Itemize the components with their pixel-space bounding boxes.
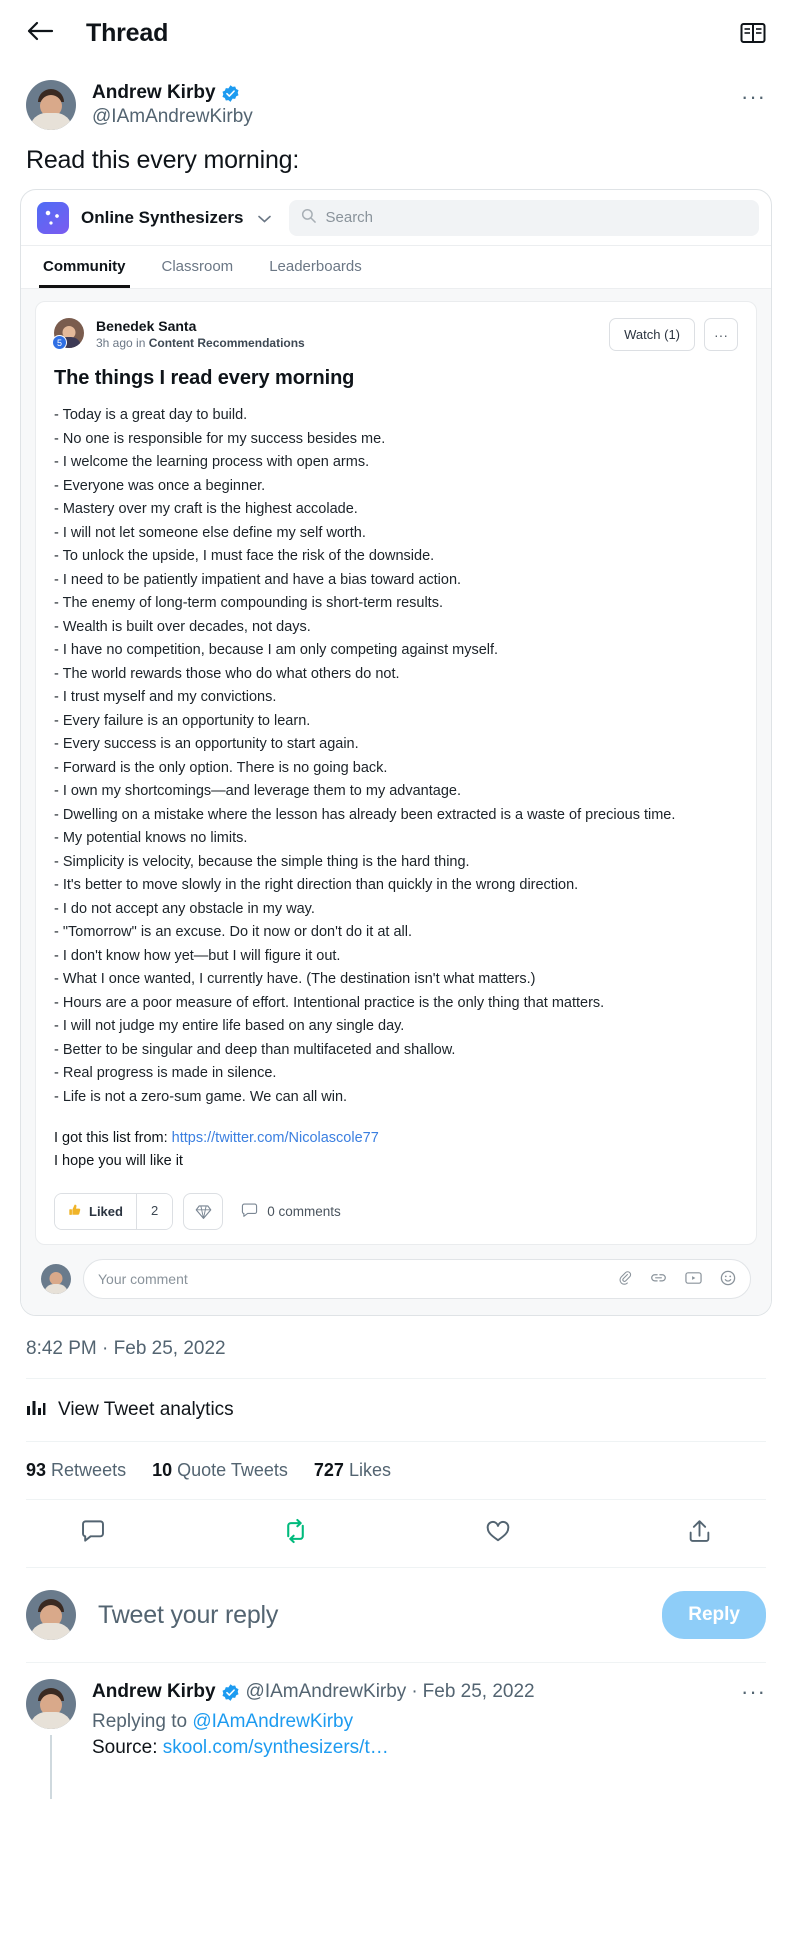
replying-to-line — [92, 1711, 766, 1733]
reply-handle[interactable]: @IAmAndrewKirby — [245, 1681, 407, 1702]
author-handle[interactable]: @IAmAndrewKirby — [92, 106, 253, 127]
source-prefix: Source: — [92, 1737, 163, 1758]
community-post — [35, 301, 757, 1245]
embedded-card[interactable] — [20, 189, 772, 1316]
list-item: - I don't know how yet—but I will figure it out. — [54, 947, 341, 964]
comment-input[interactable] — [83, 1259, 751, 1299]
search-icon — [301, 208, 316, 227]
card-body — [21, 289, 771, 1315]
tweet-timestamp: 8:42 PM · Feb 25, 2022 — [26, 1338, 226, 1359]
source-link[interactable]: skool.com/synthesizers/t… — [162, 1737, 389, 1758]
likes-label: Likes — [348, 1460, 391, 1480]
quote-tweets-count[interactable] — [152, 1460, 288, 1481]
list-item: - Simplicity is velocity, because the simple thing is the hard thing. — [54, 853, 470, 870]
list-item: - I need to be patiently impatient and have a bias toward action. — [54, 571, 462, 588]
view-analytics-button[interactable] — [0, 1379, 792, 1441]
emoji-icon[interactable] — [720, 1270, 736, 1289]
verified-badge-icon — [221, 1683, 240, 1702]
avatar[interactable] — [26, 80, 76, 130]
list-item: - I welcome the learning process with open arms. — [54, 454, 370, 470]
analytics-label: View Tweet analytics — [58, 1399, 234, 1420]
app-logo-icon — [37, 202, 69, 234]
gem-icon[interactable] — [183, 1193, 223, 1230]
likes-count[interactable] — [314, 1460, 391, 1481]
tweet-counts — [0, 1442, 792, 1499]
watch-button[interactable]: Watch (1) — [609, 318, 695, 351]
reply-date[interactable]: Feb 25, 2022 — [422, 1681, 535, 1702]
reply-separator: · — [411, 1681, 418, 1702]
post-level-badge: 5 — [52, 335, 67, 350]
reply-more-button[interactable]: ··· — [741, 1679, 766, 1704]
analytics-icon — [26, 1397, 46, 1423]
card-search-input[interactable] — [289, 200, 760, 236]
list-item: - Today is a great day to build. — [54, 407, 248, 423]
tab-leaderboards[interactable]: Leaderboards — [269, 258, 362, 275]
thumbs-up-icon — [68, 1203, 82, 1220]
replying-to-handle[interactable]: @IAmAndrewKirby — [192, 1711, 354, 1732]
link-icon[interactable] — [650, 1271, 667, 1288]
list-item: - Every failure is an opportunity to learn. — [54, 712, 311, 729]
list-item: - The world rewards those who do what others do not. — [54, 665, 400, 682]
verified-badge-icon — [221, 84, 240, 103]
list-item: - I have no competition, because I am only competing against myself. — [54, 642, 499, 658]
list-item: - Everyone was once a beginner. — [54, 477, 266, 494]
list-item: - Forward is the only option. There is no going back. — [54, 759, 388, 776]
list-item: - "Tomorrow" is an excuse. Do it now or don't do it at all. — [54, 924, 412, 940]
reader-mode-icon[interactable] — [740, 21, 766, 45]
card-app-name[interactable]: Online Synthesizers — [81, 207, 244, 227]
comments-label: 0 comments — [267, 1204, 341, 1219]
post-time: 3h ago in — [96, 336, 149, 350]
post-action-bar — [54, 1193, 738, 1230]
video-icon[interactable] — [685, 1271, 702, 1288]
reply-button[interactable]: Reply — [662, 1591, 766, 1639]
post-title: The things I read every morning — [54, 367, 355, 389]
post-closing: I hope you will like it — [54, 1153, 183, 1169]
retweet-icon[interactable] — [282, 1518, 309, 1549]
quotes-label: Quote Tweets — [177, 1460, 288, 1480]
page-title: Thread — [86, 18, 169, 47]
card-search-placeholder: Search — [325, 209, 374, 226]
share-icon[interactable] — [687, 1518, 712, 1549]
retweets-count[interactable] — [26, 1460, 126, 1481]
list-item: - I will not judge my entire life based on any single day. — [54, 1018, 405, 1034]
card-top-bar — [21, 190, 771, 246]
tab-community[interactable]: Community — [39, 246, 130, 288]
list-item: - I trust myself and my convictions. — [54, 689, 277, 705]
comment-icon — [241, 1202, 258, 1221]
tweet-action-row — [0, 1500, 792, 1567]
list-item: - Hours are a poor measure of effort. Intentional practice is the only thing that matters. — [54, 994, 605, 1011]
reply-author-row — [92, 1679, 766, 1705]
comment-composer — [41, 1259, 751, 1299]
reply-avatar[interactable] — [26, 1679, 76, 1729]
list-item: - Wealth is built over decades, not days. — [54, 618, 311, 635]
post-avatar-wrap[interactable] — [54, 318, 84, 348]
like-icon[interactable] — [485, 1518, 511, 1549]
post-credit — [54, 1127, 738, 1173]
post-actions — [609, 318, 738, 351]
like-button-label: Liked — [89, 1204, 123, 1219]
list-item: - What I once wanted, I currently have. (The destination isn't what matters.) — [54, 971, 536, 987]
list-item: - The enemy of long-term compounding is short-term results. — [54, 595, 443, 611]
reply-icon[interactable] — [80, 1518, 106, 1549]
reply-input[interactable]: Tweet your reply — [98, 1600, 279, 1629]
post-body-list — [54, 404, 738, 1109]
list-item: - My potential knows no limits. — [54, 830, 248, 846]
post-meta-line — [96, 336, 305, 350]
reply-avatar-wrap — [26, 1679, 76, 1759]
reply-body — [92, 1679, 766, 1759]
chevron-down-icon[interactable] — [258, 210, 271, 226]
post-header — [54, 318, 738, 351]
list-item: - I own my shortcomings—and leverage them to my advantage. — [54, 783, 461, 799]
credit-link[interactable]: https://twitter.com/Nicolascole77 — [171, 1130, 379, 1146]
comment-input-icons — [618, 1270, 736, 1289]
reply-composer — [0, 1568, 792, 1662]
composer-avatar — [26, 1590, 76, 1640]
comments-button[interactable] — [241, 1202, 341, 1221]
reply-display-name[interactable]: Andrew Kirby — [92, 1681, 216, 1702]
like-count: 2 — [136, 1194, 172, 1229]
tweet-more-button[interactable]: ··· — [741, 84, 766, 109]
comment-placeholder: Your comment — [98, 1271, 188, 1287]
reply-source-line — [92, 1737, 766, 1759]
post-group[interactable]: Content Recommendations — [148, 336, 305, 350]
reply-tweet[interactable] — [0, 1663, 792, 1767]
list-item: - Life is not a zero-sum game. We can all win. — [54, 1088, 348, 1105]
post-author-name[interactable]: Benedek Santa — [96, 318, 197, 334]
retweets-label: Retweets — [51, 1460, 127, 1480]
attachment-icon[interactable] — [618, 1270, 632, 1289]
list-item: - Mastery over my craft is the highest accolade. — [54, 501, 358, 517]
thread-connector — [50, 1735, 52, 1799]
retweets-value: 93 — [26, 1460, 47, 1480]
list-item: - No one is responsible for my success besides me. — [54, 430, 386, 447]
list-item: - Every success is an opportunity to start again. — [54, 736, 359, 752]
likes-value: 727 — [313, 1460, 344, 1480]
top-bar — [0, 0, 792, 66]
list-item: - Better to be singular and deep than multifaceted and shallow. — [54, 1041, 456, 1058]
post-more-button[interactable]: ··· — [704, 318, 738, 351]
comment-avatar — [41, 1264, 71, 1294]
list-item: - Real progress is made in silence. — [54, 1065, 277, 1081]
author-display-name[interactable]: Andrew Kirby — [92, 82, 216, 103]
list-item: - It's better to move slowly in the right direction than quickly in the wrong direction. — [54, 877, 579, 893]
post-meta — [96, 318, 305, 350]
replying-to-prefix: Replying to — [92, 1711, 193, 1732]
tweet-author-row — [0, 66, 792, 130]
author-name-row — [92, 82, 253, 104]
list-item: - Dwelling on a mistake where the lesson has already been extracted is a waste of precious time. — [54, 806, 676, 823]
credit-prefix: I got this list from: — [54, 1130, 172, 1146]
like-button[interactable] — [55, 1194, 136, 1229]
card-tabs — [21, 246, 771, 289]
list-item: - To unlock the upside, I must face the risk of the downside. — [54, 548, 435, 564]
back-arrow-icon[interactable] — [26, 19, 60, 47]
tab-classroom[interactable]: Classroom — [161, 258, 234, 275]
list-item: - I will not let someone else define my self worth. — [54, 524, 366, 541]
like-group — [54, 1193, 173, 1230]
quotes-value: 10 — [152, 1460, 173, 1480]
author-names — [92, 80, 253, 128]
tweet-text: Read this every morning: — [26, 146, 300, 174]
list-item: - I do not accept any obstacle in my way. — [54, 900, 315, 917]
